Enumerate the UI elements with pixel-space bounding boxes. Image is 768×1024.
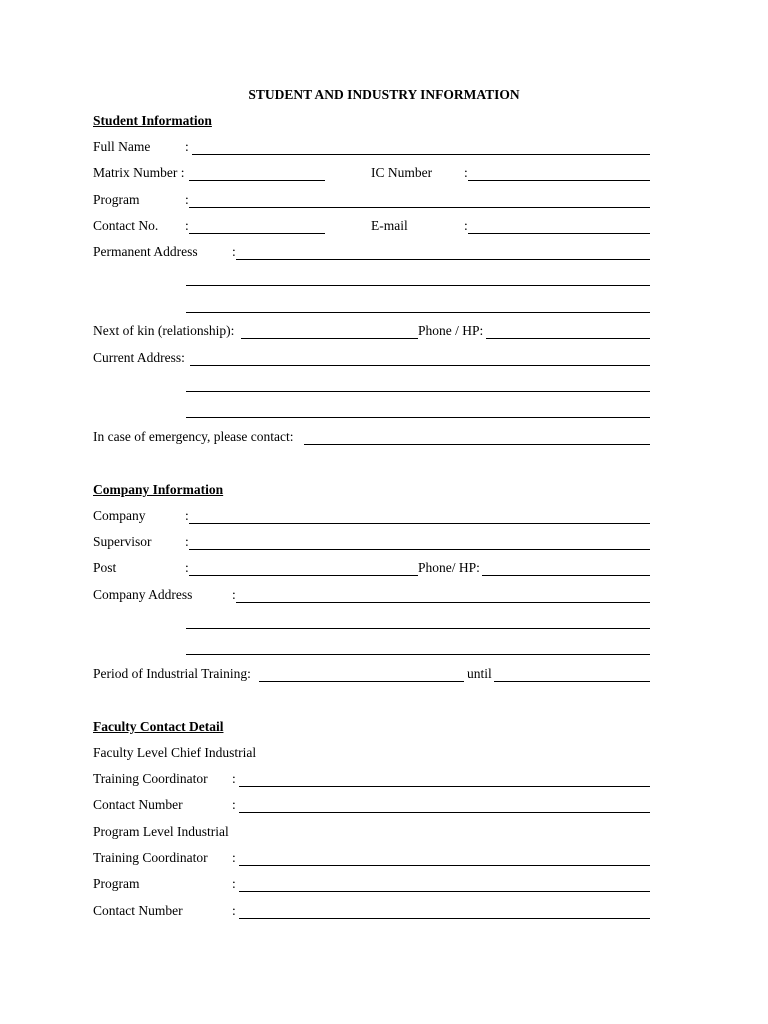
company-section-heading: Company Information	[93, 482, 224, 497]
colon: :	[232, 797, 236, 812]
next-of-kin-label: Next of kin (relationship):	[93, 323, 235, 338]
program-field[interactable]	[189, 207, 650, 208]
post-label: Post	[93, 560, 117, 575]
faculty-section-heading: Faculty Contact Detail	[93, 719, 224, 734]
colon: :	[232, 876, 236, 891]
contact-no-label: Contact No.	[93, 218, 159, 233]
form-title: STUDENT AND INDUSTRY INFORMATION	[248, 87, 520, 102]
permanent-address-line-3[interactable]	[186, 312, 650, 313]
current-address-line-3[interactable]	[186, 417, 650, 418]
faculty-program-label: Program	[93, 876, 140, 891]
colon: :	[232, 850, 236, 865]
phone-hp-label: Phone / HP:	[418, 323, 484, 338]
ic-number-field[interactable]	[468, 180, 650, 181]
colon: :	[185, 218, 189, 233]
program-training-coordinator-field[interactable]	[239, 865, 650, 866]
matrix-number-field[interactable]	[189, 180, 325, 181]
contact-no-field[interactable]	[189, 233, 325, 234]
colon: :	[232, 903, 236, 918]
full-name-field[interactable]	[192, 154, 650, 155]
faculty-level-label: Faculty Level Chief Industrial	[93, 745, 257, 760]
current-address-line-2[interactable]	[186, 391, 650, 392]
training-start-field[interactable]	[259, 681, 464, 682]
until-label: until	[467, 666, 492, 681]
training-end-field[interactable]	[494, 681, 650, 682]
permanent-address-line-2[interactable]	[186, 285, 650, 286]
colon: :	[232, 771, 236, 786]
permanent-address-label: Permanent Address	[93, 244, 198, 259]
current-address-label: Current Address:	[93, 350, 185, 365]
supervisor-label: Supervisor	[93, 534, 152, 549]
emergency-contact-label: In case of emergency, please contact:	[93, 429, 294, 444]
ic-number-label: IC Number	[371, 165, 433, 180]
faculty-contact-number-label: Contact Number	[93, 797, 183, 812]
colon: :	[232, 244, 236, 259]
faculty-training-coordinator-field[interactable]	[239, 786, 650, 787]
company-address-line-2[interactable]	[186, 628, 650, 629]
company-phone-hp-field[interactable]	[482, 575, 650, 576]
training-period-label: Period of Industrial Training:	[93, 666, 251, 681]
phone-hp-field[interactable]	[486, 338, 650, 339]
email-label: E-mail	[371, 218, 408, 233]
email-field[interactable]	[468, 233, 650, 234]
full-name-label: Full Name	[93, 139, 151, 154]
next-of-kin-field[interactable]	[241, 338, 418, 339]
program-label: Program	[93, 192, 140, 207]
company-address-line-3[interactable]	[186, 654, 650, 655]
student-section-heading: Student Information	[93, 113, 212, 128]
faculty-program-field[interactable]	[239, 891, 650, 892]
colon: :	[185, 192, 189, 207]
program-training-coordinator-label: Training Coordinator	[93, 850, 208, 865]
post-field[interactable]	[189, 575, 418, 576]
matrix-number-label: Matrix Number :	[93, 165, 185, 180]
program-level-label: Program Level Industrial	[93, 824, 229, 839]
colon: :	[185, 139, 189, 154]
permanent-address-field[interactable]	[236, 259, 650, 260]
company-address-label: Company Address	[93, 587, 193, 602]
colon: :	[185, 560, 189, 575]
faculty-training-coordinator-label: Training Coordinator	[93, 771, 208, 786]
colon: :	[464, 165, 468, 180]
colon: :	[185, 508, 189, 523]
current-address-field[interactable]	[190, 365, 650, 366]
company-address-field[interactable]	[236, 602, 650, 603]
colon: :	[232, 587, 236, 602]
program-contact-number-label: Contact Number	[93, 903, 183, 918]
supervisor-field[interactable]	[189, 549, 650, 550]
program-contact-number-field[interactable]	[239, 918, 650, 919]
company-field[interactable]	[189, 523, 650, 524]
company-phone-hp-label: Phone/ HP:	[418, 560, 480, 575]
colon: :	[464, 218, 468, 233]
company-label: Company	[93, 508, 146, 523]
faculty-contact-number-field[interactable]	[239, 812, 650, 813]
emergency-contact-field[interactable]	[304, 444, 650, 445]
colon: :	[185, 534, 189, 549]
